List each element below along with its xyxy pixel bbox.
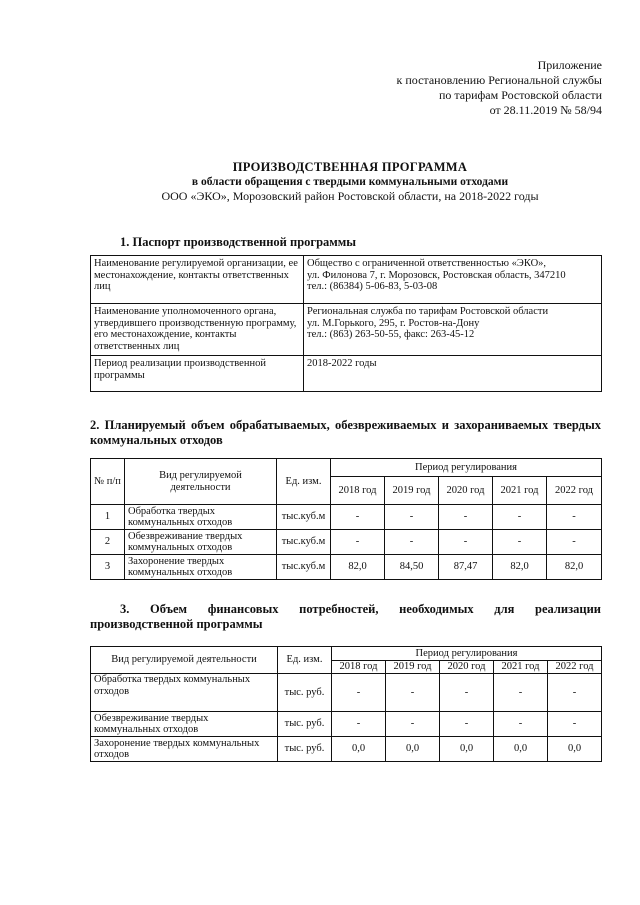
row-num: 2: [91, 530, 125, 555]
row-activity: Обезвреживание твердых коммунальных отходов: [125, 530, 277, 555]
row-value: 84,50: [385, 555, 439, 580]
period-header: Период регулирования: [331, 459, 602, 477]
table-row: [91, 674, 602, 712]
year-header: 2018 год: [332, 661, 386, 674]
value-line: Общество с ограниченной ответственностью «ЭКО»,: [307, 258, 547, 269]
row-activity: Обработка твердых коммунальных отходов: [91, 674, 278, 712]
period-header: Период регулирования: [332, 647, 602, 661]
col-unit-header: Ед. изм.: [278, 647, 332, 674]
row-value: -: [493, 530, 547, 555]
row-value: 87,47: [439, 555, 493, 580]
row-value: -: [439, 530, 493, 555]
row-unit: тыс. руб.: [278, 737, 332, 762]
row-value: -: [332, 674, 386, 712]
row-value: 82,0: [547, 555, 602, 580]
row-value: -: [385, 505, 439, 530]
row-activity: Захоронение твердых коммунальных отходов: [91, 737, 278, 762]
year-header: 2020 год: [439, 477, 493, 505]
table-row: [91, 555, 602, 580]
col-unit-header: Ед. изм.: [277, 459, 331, 505]
table-row: [91, 256, 602, 304]
passport-table: [90, 255, 602, 392]
year-header: 2022 год: [547, 477, 602, 505]
appendix-line: Приложение: [537, 58, 602, 72]
row-value: 0,0: [386, 737, 440, 762]
row-value: -: [331, 530, 385, 555]
value-line: Региональная служба по тарифам Ростовской области: [307, 306, 549, 317]
row-value: 0,0: [440, 737, 494, 762]
row-value: -: [547, 530, 602, 555]
row-value: -: [548, 712, 602, 737]
passport-label: Наименование регулируемой организации, ее местонахождение, контакты ответственных лиц: [91, 256, 304, 304]
appendix-line: по тарифам Ростовской области: [438, 88, 602, 102]
title-org: ООО «ЭКО», Морозовский район Ростовской области, на 2018-2022 годы: [161, 189, 539, 203]
finance-table: [90, 646, 602, 762]
table-row: [91, 712, 602, 737]
row-num: 3: [91, 555, 125, 580]
row-value: 82,0: [493, 555, 547, 580]
row-value: -: [440, 712, 494, 737]
row-value: 0,0: [332, 737, 386, 762]
row-value: -: [494, 674, 548, 712]
appendix-header: [397, 58, 602, 118]
section2-heading: 2. Планируемый объем обрабатываемых, обезвреживаемых и захораниваемых твердых коммунальных отходов: [90, 418, 601, 447]
table-row: [91, 530, 602, 555]
row-value: 0,0: [494, 737, 548, 762]
passport-value: [304, 256, 602, 304]
year-header: 2018 год: [331, 477, 385, 505]
table-row: [91, 356, 602, 392]
row-value: 82,0: [331, 555, 385, 580]
row-value: -: [332, 712, 386, 737]
table-header-row: [91, 459, 602, 477]
table-row: [91, 505, 602, 530]
appendix-line: к постановлению Региональной службы: [396, 73, 602, 87]
passport-label: Наименование уполномоченного органа, утвердившего производственную программу, его местонахождение, контакты ответственных лиц: [91, 304, 304, 356]
year-header: 2019 год: [385, 477, 439, 505]
value-line: тел.: (86384) 5-06-83, 5-03-08: [307, 281, 438, 292]
passport-label: Период реализации производственной программы: [91, 356, 304, 392]
title-sub: в области обращения с твердыми коммунальными отходами: [191, 176, 509, 188]
row-value: -: [494, 712, 548, 737]
volume-table: [90, 458, 602, 580]
section3-heading: 3. Объем финансовых потребностей, необходимых для реализации производственной программы: [90, 602, 601, 631]
col-activity-header: Вид регулируемой деятельности: [91, 647, 278, 674]
row-value: -: [385, 530, 439, 555]
year-header: 2019 год: [386, 661, 440, 674]
passport-value: [304, 356, 602, 392]
value-line: тел.: (863) 263-50-55, факс: 263-45-12: [307, 329, 475, 340]
title-main: ПРОИЗВОДСТВЕННАЯ ПРОГРАММА: [232, 160, 468, 174]
table-row: [91, 304, 602, 356]
row-unit: тыс.куб.м: [277, 555, 331, 580]
row-num: 1: [91, 505, 125, 530]
row-value: -: [331, 505, 385, 530]
year-header: 2020 год: [440, 661, 494, 674]
table-row: [91, 737, 602, 762]
row-unit: тыс.куб.м: [277, 505, 331, 530]
row-activity: Обработка твердых коммунальных отходов: [125, 505, 277, 530]
year-header: 2022 год: [548, 661, 602, 674]
passport-value: [304, 304, 602, 356]
table-header-row: [91, 647, 602, 661]
row-activity: Обезвреживание твердых коммунальных отходов: [91, 712, 278, 737]
row-unit: тыс. руб.: [278, 674, 332, 712]
document-title: [90, 160, 610, 204]
row-activity: Захоронение твердых коммунальных отходов: [125, 555, 277, 580]
row-unit: тыс. руб.: [278, 712, 332, 737]
row-value: -: [439, 505, 493, 530]
value-line: ул. Филонова 7, г. Морозовск, Ростовская область, 347210: [307, 269, 566, 281]
row-value: -: [440, 674, 494, 712]
value-line: 2018-2022 годы: [307, 358, 377, 369]
value-line: ул. М.Горького, 295, г. Ростов-на-Дону: [307, 317, 480, 329]
row-value: -: [493, 505, 547, 530]
row-value: -: [386, 674, 440, 712]
row-value: 0,0: [548, 737, 602, 762]
section1-heading: 1. Паспорт производственной программы: [120, 235, 357, 249]
col-num-header: № п/п: [91, 459, 125, 505]
row-value: -: [548, 674, 602, 712]
year-header: 2021 год: [493, 477, 547, 505]
row-unit: тыс.куб.м: [277, 530, 331, 555]
appendix-date-line: от 28.11.2019 № 58/94: [489, 103, 602, 117]
col-activity-header: Вид регулируемой деятельности: [125, 459, 277, 505]
year-header: 2021 год: [494, 661, 548, 674]
row-value: -: [547, 505, 602, 530]
row-value: -: [386, 712, 440, 737]
